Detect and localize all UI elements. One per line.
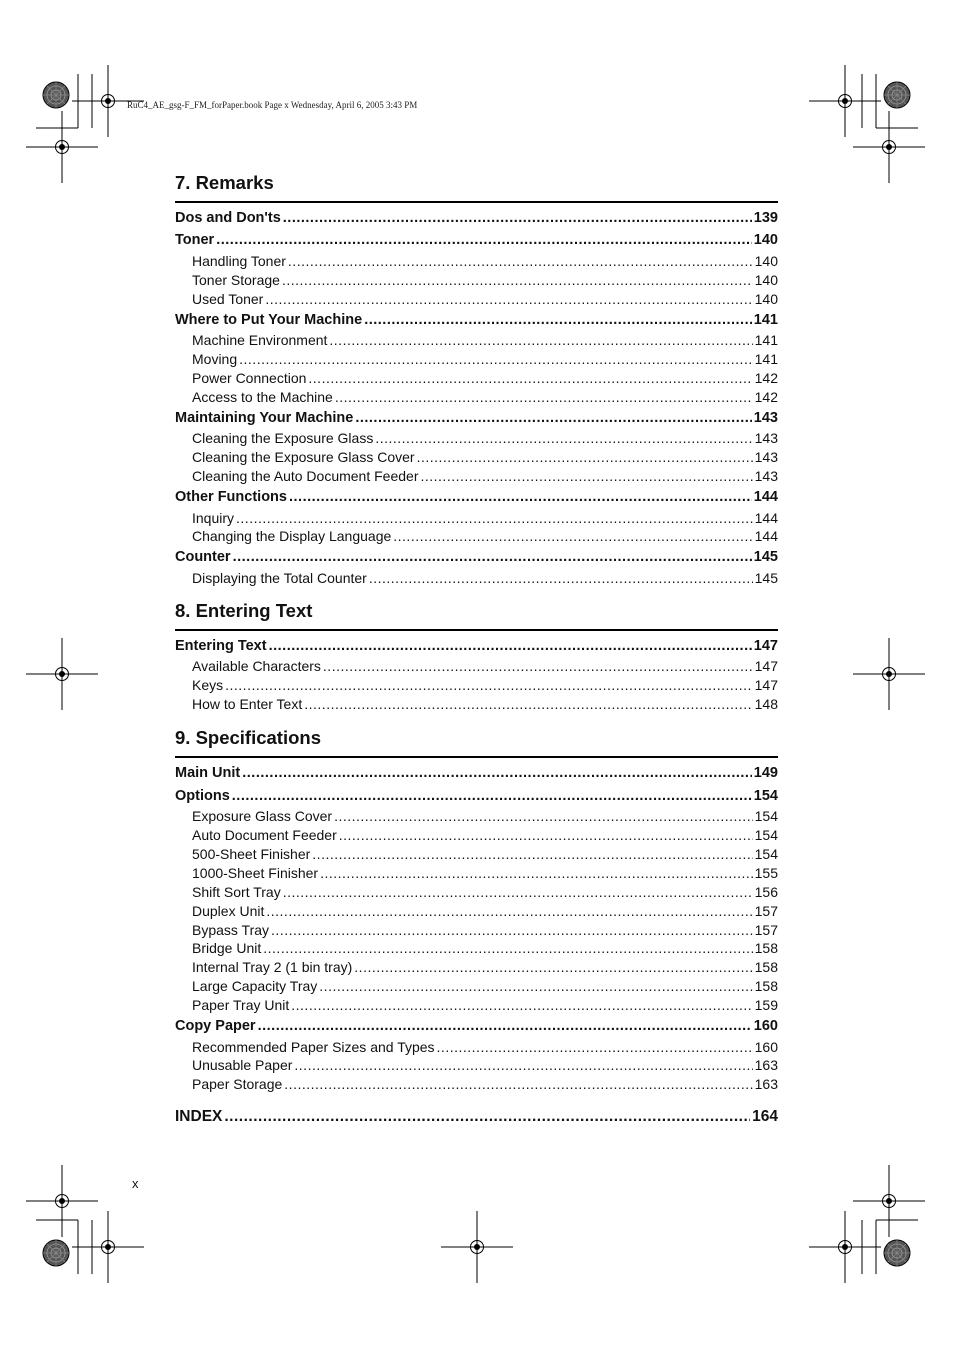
toc-entry-page: 140	[754, 272, 778, 289]
toc-entry-subsection[interactable]	[175, 695, 778, 714]
dot-leader	[271, 921, 753, 940]
dot-leader	[335, 388, 753, 407]
toc-entry-page: 147	[754, 658, 778, 675]
toc-entry-section[interactable]	[175, 636, 778, 658]
toc-entry-page: 143	[754, 449, 778, 466]
toc-entry-label: Cleaning the Auto Document Feeder	[192, 468, 419, 485]
toc-entry-page: 145	[753, 549, 778, 566]
toc-entry-page: 148	[754, 696, 778, 713]
dot-leader	[323, 657, 753, 676]
toc-entry-label: 1000-Sheet Finisher	[192, 864, 319, 881]
toc-entry-subsection[interactable]	[175, 996, 778, 1015]
print-header: RuC4_AE_gsg-F_FM_forPaper.book Page x Wednesday, April 6, 2005 3:43 PM	[127, 100, 418, 110]
toc-entry-index[interactable]	[175, 1106, 778, 1128]
dot-leader	[375, 429, 752, 448]
toc-entry-label: Copy Paper	[175, 1017, 256, 1034]
dot-leader	[289, 487, 752, 509]
toc-entry-page: 160	[753, 1017, 778, 1034]
toc-entry-subsection[interactable]	[175, 807, 778, 826]
toc-entry-page: 143	[754, 468, 778, 485]
toc-entry-label: Large Capacity Tray	[192, 978, 318, 995]
toc-entry-page: 158	[754, 959, 778, 976]
page-number: x	[132, 1176, 139, 1191]
dot-leader	[393, 527, 752, 546]
dot-leader	[266, 902, 752, 921]
toc-entry-page: 141	[753, 311, 778, 328]
chapter-block	[175, 172, 778, 588]
toc-entry-page: 144	[753, 488, 778, 505]
toc-entry-page: 140	[754, 290, 778, 307]
dot-leader	[437, 1038, 753, 1057]
toc-entry-page: 147	[753, 637, 778, 654]
toc-entry-page: 157	[754, 902, 778, 919]
dot-leader	[334, 807, 753, 826]
table-of-contents	[175, 172, 778, 1128]
dot-leader	[364, 310, 752, 332]
toc-entry-label: Bridge Unit	[192, 940, 262, 957]
toc-entry-page: 142	[754, 370, 778, 387]
toc-entry-label: Cleaning the Exposure Glass	[192, 430, 374, 447]
dot-leader	[282, 271, 753, 290]
toc-entry-label: INDEX	[175, 1108, 223, 1126]
chapter-block	[175, 600, 778, 714]
toc-entry-subsection[interactable]	[175, 429, 778, 448]
toc-entry-label: Keys	[192, 677, 224, 694]
dot-leader	[288, 252, 753, 271]
toc-entry-page: 147	[754, 677, 778, 694]
toc-entry-subsection[interactable]	[175, 902, 778, 921]
toc-entry-subsection[interactable]	[175, 1038, 778, 1057]
toc-entry-label: Auto Document Feeder	[192, 827, 337, 844]
toc-entry-page: 155	[754, 864, 778, 881]
toc-entry-page: 157	[754, 921, 778, 938]
toc-entry-page: 154	[754, 808, 778, 825]
toc-entry-page: 160	[754, 1038, 778, 1055]
entry-list	[175, 636, 778, 714]
toc-entry-label: Moving	[192, 351, 238, 368]
dot-leader	[308, 369, 752, 388]
dot-leader	[239, 350, 753, 369]
toc-entry-subsection[interactable]	[175, 845, 778, 864]
toc-entry-page: 154	[754, 827, 778, 844]
toc-entry-label: Options	[175, 787, 230, 804]
toc-entry-label: Paper Storage	[192, 1076, 283, 1093]
toc-entry-label: Entering Text	[175, 637, 267, 654]
toc-entry-subsection[interactable]	[175, 826, 778, 845]
toc-entry-page: 156	[754, 883, 778, 900]
dot-leader	[417, 448, 753, 467]
toc-entry-page: 163	[754, 1057, 778, 1074]
toc-entry-page: 142	[754, 389, 778, 405]
dot-leader	[369, 569, 753, 588]
dot-leader	[283, 208, 752, 230]
toc-entry-subsection[interactable]	[175, 509, 778, 528]
toc-entry-subsection[interactable]	[175, 350, 778, 369]
toc-entry-page: 143	[753, 409, 778, 426]
toc-entry-subsection[interactable]	[175, 290, 778, 309]
toc-entry-label: Handling Toner	[192, 253, 286, 270]
chapter-title: 9. Specifications	[175, 727, 321, 749]
toc-entry-section[interactable]	[175, 310, 778, 332]
toc-entry-subsection[interactable]	[175, 958, 778, 977]
toc-entry-page: 158	[754, 940, 778, 957]
dot-leader	[329, 331, 752, 350]
toc-entry-page: 139	[753, 210, 778, 226]
toc-entry-page: 144	[754, 509, 778, 526]
dot-leader	[319, 977, 752, 996]
toc-entry-label: Bypass Tray	[192, 921, 270, 938]
toc-entry-label: How to Enter Text	[192, 696, 303, 713]
toc-entry-page: 144	[754, 528, 778, 545]
toc-entry-page: 145	[754, 569, 778, 586]
dot-leader	[263, 939, 752, 958]
toc-entry-subsection[interactable]	[175, 467, 778, 486]
entry-list	[175, 763, 778, 1094]
toc-entry-section[interactable]	[175, 786, 778, 808]
toc-entry-subsection[interactable]	[175, 657, 778, 676]
toc-entry-subsection[interactable]	[175, 252, 778, 271]
toc-entry-subsection[interactable]	[175, 569, 778, 588]
toc-entry-label: Recommended Paper Sizes and Types	[192, 1038, 435, 1055]
toc-entry-page: 159	[754, 997, 778, 1014]
chapter-divider	[175, 201, 778, 203]
toc-entry-label: Paper Tray Unit	[192, 997, 290, 1014]
toc-entry-subsection[interactable]	[175, 1056, 778, 1075]
toc-entry-section[interactable]	[175, 408, 778, 430]
chapter-divider	[175, 756, 778, 758]
toc-entry-label: Maintaining Your Machine	[175, 409, 354, 426]
toc-entry-label: 500-Sheet Finisher	[192, 846, 311, 862]
toc-entry-subsection[interactable]	[175, 977, 778, 996]
toc-entry-label: Counter	[175, 549, 231, 566]
toc-entry-label: Changing the Display Language	[192, 528, 392, 545]
dot-leader	[224, 1106, 750, 1128]
toc-entry-subsection[interactable]	[175, 271, 778, 290]
toc-entry-page: 154	[753, 787, 778, 804]
toc-entry-subsection[interactable]	[175, 883, 778, 902]
toc-entry-page: 143	[754, 430, 778, 447]
toc-entry-label: Unusable Paper	[192, 1057, 293, 1074]
dot-leader	[339, 826, 753, 845]
dot-leader	[291, 996, 752, 1015]
dot-leader	[233, 547, 752, 569]
toc-entry-page: 140	[753, 232, 778, 249]
toc-entry-page: 154	[754, 846, 778, 862]
toc-entry-label: Cleaning the Exposure Glass Cover	[192, 449, 415, 466]
toc-entry-label: Main Unit	[175, 765, 241, 782]
dot-leader	[216, 230, 752, 252]
toc-entry-page: 141	[754, 351, 778, 368]
chapter-title: 8. Entering Text	[175, 599, 313, 621]
toc-entry-subsection[interactable]	[175, 388, 778, 407]
chapter-block	[175, 727, 778, 1094]
dot-leader	[355, 408, 751, 430]
dot-leader	[304, 695, 752, 714]
toc-entry-subsection[interactable]	[175, 939, 778, 958]
toc-entry-section[interactable]	[175, 763, 778, 785]
dot-leader	[242, 763, 752, 785]
toc-entry-page: 149	[753, 765, 778, 782]
toc-entry-label: Power Connection	[192, 370, 307, 387]
toc-entry-label: Duplex Unit	[192, 902, 265, 919]
toc-entry-label: Toner Storage	[192, 272, 280, 289]
toc-entry-label: Machine Environment	[192, 332, 328, 349]
toc-entry-page: 163	[754, 1076, 778, 1093]
toc-entry-page: 164	[752, 1108, 778, 1126]
dot-leader	[294, 1056, 752, 1075]
toc-entry-subsection[interactable]	[175, 1075, 778, 1094]
toc-entry-label: Displaying the Total Counter	[192, 569, 367, 586]
toc-entry-label: Where to Put Your Machine	[175, 311, 363, 328]
toc-entry-label: Access to the Machine	[192, 389, 333, 405]
toc-entry-subsection[interactable]	[175, 448, 778, 467]
dot-leader	[225, 676, 753, 695]
dot-leader	[320, 864, 753, 883]
toc-entry-subsection[interactable]	[175, 864, 778, 883]
toc-entry-label: Exposure Glass Cover	[192, 808, 333, 825]
toc-entry-label: Dos and Don'ts	[175, 210, 281, 226]
dot-leader	[236, 509, 753, 528]
entry-list	[175, 208, 778, 588]
toc-entry-section[interactable]	[175, 487, 778, 509]
dot-leader	[354, 958, 752, 977]
toc-entry-subsection[interactable]	[175, 527, 778, 546]
toc-entry-label: Toner	[175, 232, 215, 249]
dot-leader	[232, 786, 752, 808]
toc-entry-section[interactable]	[175, 547, 778, 569]
toc-entry-subsection[interactable]	[175, 676, 778, 695]
dot-leader	[265, 290, 752, 309]
toc-entry-subsection[interactable]	[175, 369, 778, 388]
chapter-title: 7. Remarks	[175, 172, 274, 193]
dot-leader	[420, 467, 752, 486]
toc-entry-label: Other Functions	[175, 488, 287, 505]
dot-leader	[258, 1016, 752, 1038]
dot-leader	[312, 845, 752, 864]
toc-entry-page: 158	[754, 978, 778, 995]
toc-entry-page: 141	[754, 332, 778, 349]
toc-entry-section[interactable]	[175, 208, 778, 230]
toc-entry-label: Used Toner	[192, 290, 264, 307]
dot-leader	[284, 1075, 752, 1094]
dot-leader	[269, 636, 752, 658]
dot-leader	[283, 883, 753, 902]
chapter-divider	[175, 629, 778, 631]
toc-entry-label: Available Characters	[192, 658, 321, 675]
toc-entry-page: 140	[754, 253, 778, 270]
toc-entry-label: Shift Sort Tray	[192, 883, 281, 900]
toc-entry-section[interactable]	[175, 230, 778, 252]
toc-entry-label: Internal Tray 2 (1 bin tray)	[192, 959, 353, 976]
toc-entry-subsection[interactable]	[175, 331, 778, 350]
toc-entry-subsection[interactable]	[175, 921, 778, 940]
toc-entry-section[interactable]	[175, 1016, 778, 1038]
toc-entry-label: Inquiry	[192, 509, 235, 526]
